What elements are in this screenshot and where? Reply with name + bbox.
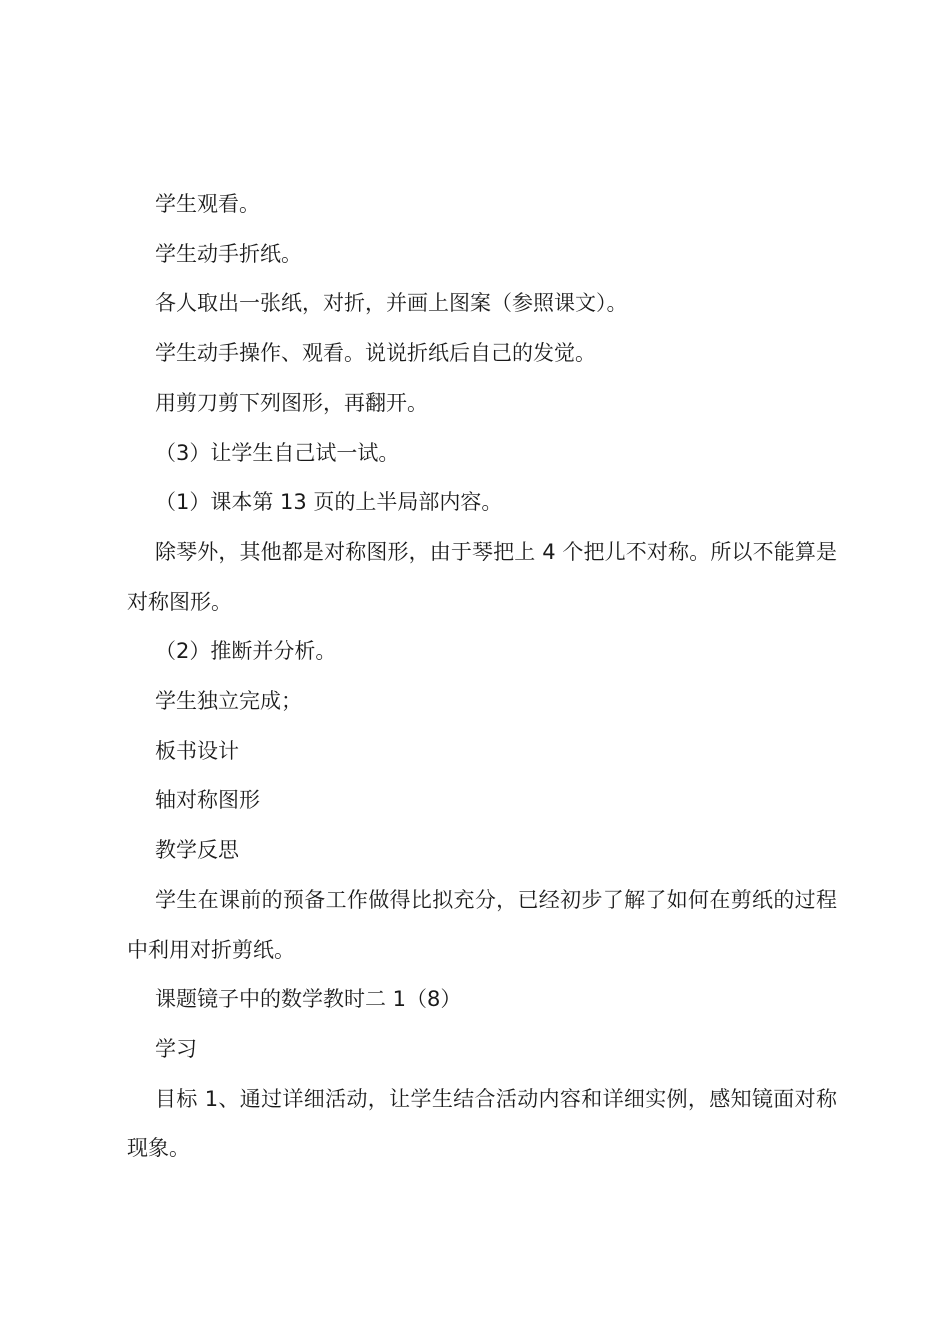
paragraph-16: 学习 bbox=[155, 1036, 197, 1061]
paragraph-17: 目标 1、通过详细活动，让学生结合活动内容和详细实例，感知镜面对称现象。 bbox=[127, 1086, 837, 1161]
paragraph-11: 板书设计 bbox=[155, 738, 239, 763]
paragraph-1: 学生观看。 bbox=[155, 192, 260, 216]
paragraph-7: （1）课本第 13 页的上半局部内容。 bbox=[155, 490, 503, 515]
paragraph-10: 学生独立完成； bbox=[155, 689, 302, 714]
paragraph-12: 轴对称图形 bbox=[155, 788, 260, 813]
paragraph-6: （3）让学生自己试一试。 bbox=[155, 440, 400, 465]
paragraph-5: 用剪刀剪下列图形，再翻开。 bbox=[155, 390, 428, 415]
paragraph-8: 除琴外，其他都是对称图形，由于琴把上 4 个把儿不对称。所以不能算是对称图形。 bbox=[127, 539, 837, 614]
paragraph-14: 学生在课前的预备工作做得比拟充分，已经初步了解了如何在剪纸的过程中利用对折剪纸。 bbox=[127, 887, 837, 962]
paragraph-15: 课题镜子中的数学教时二 1（8） bbox=[155, 987, 462, 1012]
paragraph-3: 各人取出一张纸，对折，并画上图案（参照课文）。 bbox=[155, 291, 628, 316]
paragraph-2: 学生动手折纸。 bbox=[155, 241, 302, 266]
paragraph-4: 学生动手操作、观看。说说折纸后自己的发觉。 bbox=[155, 341, 596, 366]
document-body bbox=[127, 180, 837, 1174]
paragraph-9: （2）推断并分析。 bbox=[155, 639, 337, 664]
paragraph-13: 教学反思 bbox=[155, 838, 239, 863]
